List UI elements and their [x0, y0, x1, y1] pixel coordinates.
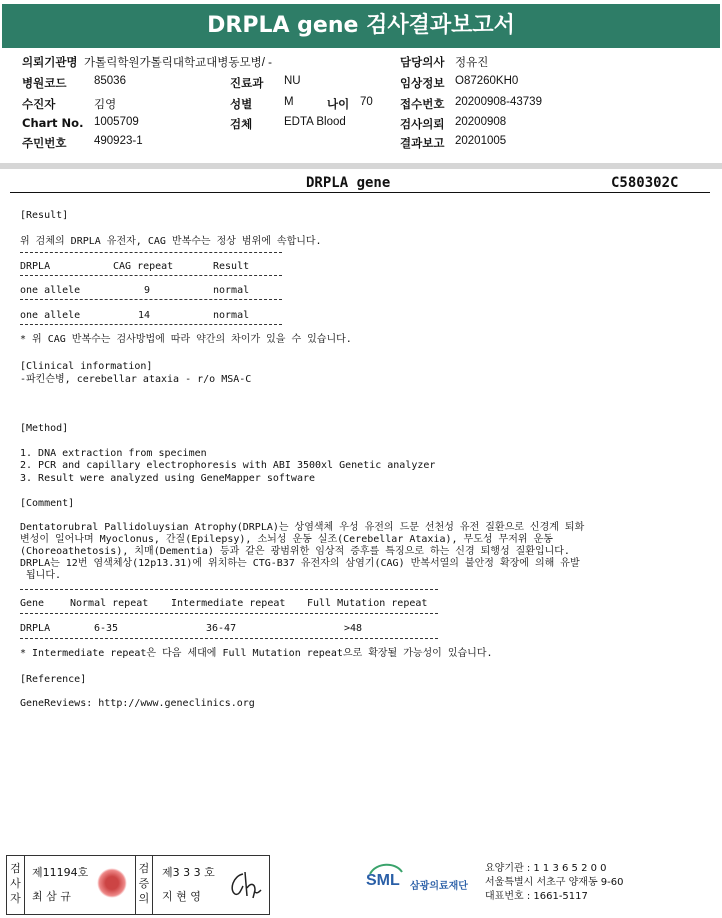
- clinical-label: 임상정보: [400, 76, 445, 90]
- method-step-2: 2. PCR and capillary electrophoresis with ABI 3500xl Genetic analyzer: [20, 460, 436, 471]
- method-step-3: 3. Result were analyzed using GeneMapper software: [20, 473, 316, 484]
- comment-row-normal: 6-35: [94, 623, 119, 634]
- result-col-gene: DRPLA: [20, 261, 51, 272]
- sex-label: 성별: [230, 97, 253, 111]
- result-row-2-result: normal: [213, 310, 250, 321]
- result-summary: 위 검체의 DRPLA 유전자, CAG 반복수는 정상 범위에 속합니다.: [20, 236, 322, 247]
- divider: [20, 252, 282, 253]
- result-row-2-allele: one allele: [20, 310, 81, 321]
- comment-heading: [Comment]: [20, 498, 75, 509]
- report-value: 20201005: [455, 135, 507, 147]
- method-step-1: 1. DNA extraction from specimen: [20, 448, 207, 459]
- signature-icon: [225, 868, 263, 902]
- clinical-text: -파킨슨병, cerebellar ataxia - r/o MSA-C: [20, 374, 252, 385]
- patient-value: 김영: [94, 99, 117, 111]
- inspector-label: 검사자: [7, 856, 25, 914]
- comment-line: 됩니다.: [20, 570, 62, 581]
- logo-text: SML: [366, 872, 400, 889]
- specimen-label: 검체: [230, 117, 253, 131]
- divider: [20, 275, 282, 276]
- comment-note: * Intermediate repeat은 다음 세대에 Full Mutation repeat으로 확장될 가능성이 있습니다.: [20, 648, 493, 659]
- title-underline: [10, 192, 710, 193]
- divider: [20, 299, 282, 300]
- receipt-label: 접수번호: [400, 97, 445, 111]
- inst-value: 가톨릭학원가톨릭대학교대병동모병/ -: [84, 57, 272, 69]
- reference-text: GeneReviews: http://www.geneclinics.org: [20, 698, 255, 709]
- result-note: * 위 CAG 반복수는 검사방법에 따라 약간의 차이가 있을 수 있습니다.: [20, 334, 352, 345]
- comment-col-normal: Normal repeat: [70, 598, 149, 609]
- org-phone: 대표번호 : 1661-5117: [485, 891, 588, 902]
- age-value: 70: [360, 96, 373, 108]
- comment-row-intermediate: 36-47: [206, 623, 237, 634]
- dept-value: NU: [284, 75, 301, 87]
- sex-value: M: [284, 96, 294, 108]
- request-label: 검사의뢰: [400, 117, 445, 131]
- comment-line: (Choreoathetosis), 치매(Dementia) 등과 같은 광범위한 임상적 증후를 특징으로 하는 신경 퇴행성 질환입니다.: [20, 546, 570, 557]
- chart-value: 1005709: [94, 116, 139, 128]
- reviewer-license: 제3 3 3 호: [162, 866, 215, 879]
- result-row-2-cag: 14: [138, 310, 151, 321]
- receipt-value: 20200908-43739: [455, 96, 542, 108]
- report-header: DRPLA gene 검사결과보고서: [2, 4, 720, 48]
- age-label: 나이: [327, 97, 350, 111]
- result-row-1-cag: 9: [144, 285, 151, 296]
- section-divider: [0, 163, 722, 169]
- hcode-label: 병원코드: [22, 76, 67, 90]
- signature-box: [6, 855, 270, 915]
- request-value: 20200908: [455, 116, 507, 128]
- org-address: 서울특별시 서초구 양재동 9-60: [485, 877, 624, 888]
- ssn-label: 주민번호: [22, 136, 67, 150]
- divider: [20, 589, 438, 590]
- org-code: 요양기관 : 1 1 3 6 5 2 0 0: [485, 863, 607, 874]
- reviewer-name: 지 현 영: [162, 890, 201, 903]
- comment-line: 변성이 일어나며 Myoclonus, 간질(Epilepsy), 소뇌성 운동 실조(Cerebellar Ataxia), 무도성 무저위 운동: [20, 534, 553, 545]
- inst-label: 의뢰기관명: [22, 55, 78, 69]
- doctor-value: 정유진: [455, 57, 489, 69]
- result-col-cag: CAG repeat: [113, 261, 174, 272]
- comment-col-intermediate: Intermediate repeat: [171, 598, 286, 609]
- org-contact: [485, 862, 624, 904]
- divider: [20, 324, 282, 325]
- divider: [20, 613, 438, 614]
- result-row-1-allele: one allele: [20, 285, 81, 296]
- ssn-value: 490923-1: [94, 135, 143, 147]
- comment-row-full: >48: [344, 623, 363, 634]
- comment-row-gene: DRPLA: [20, 623, 51, 634]
- patient-label: 수진자: [22, 97, 56, 111]
- doctor-label: 담당의사: [400, 55, 445, 69]
- inspector-license: 제11194호: [32, 866, 89, 879]
- divider: [20, 638, 438, 639]
- org-name: 삼광의료재단: [410, 881, 468, 892]
- hcode-value: 85036: [94, 75, 126, 87]
- result-col-result: Result: [213, 261, 250, 272]
- reviewer-label: 검증의: [135, 856, 153, 914]
- result-row-1-result: normal: [213, 285, 250, 296]
- clinical-heading: [Clinical information]: [20, 361, 153, 372]
- doc-code: C580302C: [611, 175, 679, 191]
- specimen-value: EDTA Blood: [284, 116, 346, 128]
- inspector-name: 최 삼 규: [32, 890, 71, 903]
- inspector-stamp: [97, 868, 127, 898]
- report-label: 결과보고: [400, 136, 445, 150]
- comment-col-full: Full Mutation repeat: [307, 598, 428, 609]
- reference-heading: [Reference]: [20, 674, 87, 685]
- dept-label: 진료과: [230, 76, 264, 90]
- comment-line: Dentatorubral Pallidoluysian Atrophy(DRPLA)는 상염색체 우성 유전의 드문 선천성 유전 질환으로 신경계 퇴화: [20, 522, 585, 533]
- doc-title: DRPLA gene: [306, 175, 391, 191]
- method-heading: [Method]: [20, 423, 69, 434]
- comment-col-gene: Gene: [20, 598, 45, 609]
- comment-line: DRPLA는 12번 염색체상(12p13.31)에 위치하는 CTG-B37 유전자의 삼염기(CAG) 반복서열의 불안정 확장에 의해 유발: [20, 558, 580, 569]
- result-heading: [Result]: [20, 210, 69, 221]
- chart-label: Chart No.: [22, 116, 84, 130]
- clinical-value: O87260KH0: [455, 75, 519, 87]
